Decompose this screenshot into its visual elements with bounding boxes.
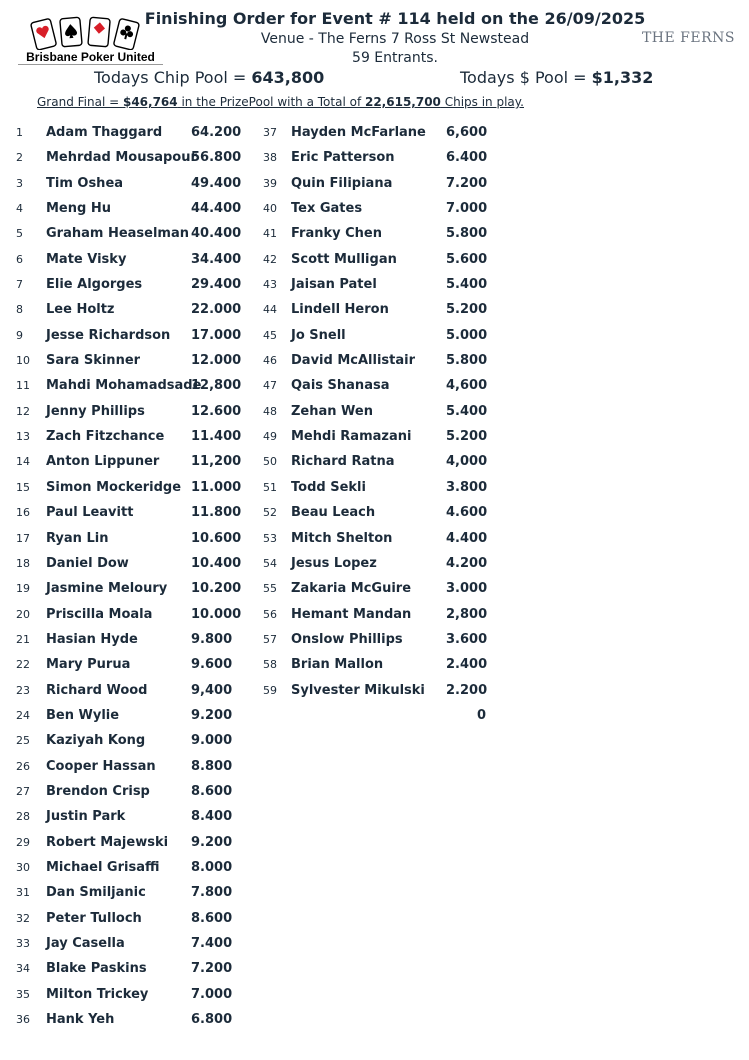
player-name: Ryan Lin [46, 530, 109, 546]
chip-count: 2,800 [446, 606, 488, 622]
chip-count: 12.600 [191, 403, 242, 419]
player-name: Elie Algorges [46, 277, 143, 293]
player-name: Lindell Heron [291, 302, 389, 318]
player-name: Mehdi Ramazani [291, 429, 412, 445]
player-name: Richard Wood [46, 682, 148, 698]
chip-count: 5.200 [446, 429, 488, 445]
trailing-chip-value: 0 [477, 708, 487, 723]
chip-count: 3.600 [446, 631, 488, 647]
player-name: Tim Oshea [46, 175, 124, 191]
finish-position: 27 [16, 784, 30, 798]
chip-count: 12,800 [191, 378, 242, 394]
chip-count: 49.400 [191, 175, 242, 191]
chip-count: 4.200 [446, 555, 488, 571]
player-name: Eric Patterson [291, 150, 395, 166]
page-title: Finishing Order for Event # 114 held on the 26/09/2025 [144, 9, 646, 28]
finish-position: 4 [16, 202, 23, 216]
chip-count: 4.600 [446, 505, 488, 521]
player-name: Jenny Phillips [46, 403, 145, 419]
grand-final-chips: 22,615,700 [364, 95, 441, 109]
finish-position: 20 [16, 607, 30, 621]
finish-position: 22 [16, 658, 30, 672]
player-name: Jasmine Meloury [46, 581, 168, 597]
finish-position: 13 [16, 430, 30, 444]
finish-position: 9 [16, 328, 23, 342]
player-name: Simon Mockeridge [46, 479, 182, 495]
player-name: Graham Heaselman [46, 226, 190, 242]
finish-position: 17 [16, 531, 30, 545]
finish-position: 46 [263, 354, 277, 368]
player-name: Quin Filipiana [291, 175, 393, 191]
finish-position: 29 [16, 835, 30, 849]
entrants-count: 59 Entrants. [352, 50, 438, 66]
chip-count: 11,200 [191, 454, 242, 470]
finish-position: 18 [16, 556, 30, 570]
finish-position: 26 [16, 759, 30, 773]
finish-position: 43 [263, 278, 277, 292]
finish-position: 59 [263, 683, 277, 697]
chip-count: 7.200 [446, 175, 488, 191]
player-name: Mitch Shelton [291, 530, 393, 546]
finish-position: 7 [16, 278, 23, 292]
finish-position: 24 [16, 708, 30, 722]
player-name: Zehan Wen [291, 403, 373, 419]
player-name: Dan Smiljanic [46, 885, 146, 901]
chip-count: 2.200 [446, 682, 488, 698]
player-name: Blake Paskins [46, 961, 147, 977]
chip-count: 2.400 [446, 657, 488, 673]
player-name: Mary Purua [46, 657, 131, 673]
chip-count: 44.400 [191, 201, 242, 217]
chip-count: 5.400 [446, 277, 488, 293]
player-name: Hayden McFarlane [291, 125, 426, 140]
player-name: Justin Park [46, 809, 126, 825]
chip-count: 7.400 [191, 936, 233, 951]
player-name: Brendon Crisp [46, 783, 150, 799]
finish-position: 3 [16, 176, 23, 190]
chip-count: 9.000 [191, 733, 233, 749]
chip-count: 10.000 [191, 606, 242, 622]
player-name: Meng Hu [46, 201, 111, 217]
chip-count: 3.000 [446, 581, 488, 597]
player-name: Richard Ratna [291, 454, 395, 470]
player-name: Scott Mulligan [291, 251, 397, 267]
finish-position: 48 [263, 404, 277, 418]
player-name: Jesus Lopez [291, 555, 377, 571]
finish-position: 19 [16, 582, 30, 596]
player-name: Michael Grisaffi [46, 859, 160, 875]
player-name: Brian Mallon [291, 657, 384, 673]
finish-position: 57 [263, 632, 277, 646]
chip-count: 6,600 [446, 125, 488, 140]
logo-text: Brisbane Poker United [26, 50, 155, 64]
chip-count: 5.800 [446, 226, 488, 242]
player-name: Anton Lippuner [46, 454, 160, 470]
cash-pool [460, 68, 653, 87]
finish-position: 39 [263, 176, 277, 190]
chip-count: 34.400 [191, 251, 242, 267]
chip-count: 5.000 [446, 327, 488, 343]
chip-count: 11.000 [191, 479, 242, 495]
finish-position: 37 [263, 126, 277, 139]
finish-position: 56 [263, 607, 277, 621]
chip-count: 9.600 [191, 657, 233, 673]
chip-count: 17.000 [191, 327, 242, 343]
chip-count: 11.800 [191, 505, 242, 521]
chip-count: 9.200 [191, 707, 233, 723]
player-name: Hasian Hyde [46, 631, 138, 647]
finish-position: 11 [16, 379, 30, 393]
finish-position: 16 [16, 506, 30, 520]
player-name: Lee Holtz [46, 302, 115, 318]
finish-position: 52 [263, 506, 277, 520]
chip-count: 8.600 [191, 910, 233, 926]
finish-position: 58 [263, 658, 277, 672]
chip-count: 8.600 [191, 783, 233, 799]
player-name: Mehrdad Mousapour [46, 150, 197, 166]
chip-count: 22.000 [191, 302, 242, 318]
finish-position: 49 [263, 430, 277, 444]
finish-position: 23 [16, 683, 30, 697]
chip-count: 10.400 [191, 555, 242, 571]
finish-position: 10 [16, 354, 30, 368]
player-name: Jay Casella [46, 936, 125, 951]
player-name: Onslow Phillips [291, 631, 403, 647]
chip-pool [94, 68, 324, 87]
finish-position: 5 [16, 227, 23, 241]
player-name: David McAllistair [291, 353, 415, 369]
finish-position: 53 [263, 531, 277, 545]
player-name: Ben Wylie [46, 707, 120, 723]
finish-position: 40 [263, 202, 277, 216]
chip-count: 6.400 [446, 150, 488, 166]
finish-position: 36 [16, 1013, 30, 1027]
finish-position: 1 [16, 126, 23, 139]
chip-count: 3.800 [446, 479, 488, 495]
chip-count: 5.600 [446, 251, 488, 267]
chip-count: 40.400 [191, 226, 242, 242]
chip-count: 5.200 [446, 302, 488, 318]
grand-final-line [37, 95, 524, 109]
chip-count: 6.800 [191, 1012, 233, 1028]
finish-position: 41 [263, 227, 277, 241]
player-name: Paul Leavitt [46, 505, 134, 521]
chip-count: 8.800 [191, 758, 233, 774]
finish-position: 8 [16, 303, 23, 317]
chip-count: 9.200 [191, 834, 233, 850]
grand-final-suffix: Chips in play. [440, 95, 524, 109]
finish-position: 42 [263, 252, 277, 266]
finish-position: 51 [263, 480, 277, 494]
player-name: Kaziyah Kong [46, 733, 146, 749]
fern-logo-text: THE FERNS [641, 30, 735, 46]
player-name: Mate Visky [46, 251, 127, 267]
player-name: Hank Yeh [46, 1012, 115, 1028]
finish-position: 30 [16, 860, 30, 874]
finish-position: 12 [16, 404, 30, 418]
player-name: Priscilla Moala [46, 606, 153, 622]
finish-position: 45 [263, 328, 277, 342]
chip-count: 12.000 [191, 353, 242, 369]
finish-position: 2 [16, 151, 23, 165]
finish-position: 21 [16, 632, 30, 646]
chip-count: 7.000 [446, 201, 488, 217]
chip-count: 7.200 [191, 961, 233, 977]
chip-count: 4.400 [446, 530, 488, 546]
player-name: Zakaria McGuire [291, 581, 412, 597]
chip-count: 8.400 [191, 809, 233, 825]
player-name: Jaisan Patel [291, 277, 377, 293]
player-name: Sara Skinner [46, 353, 141, 369]
chip-count: 64.200 [191, 125, 242, 140]
grand-final-amount: $46,764 [122, 95, 178, 109]
finish-position: 47 [263, 379, 277, 393]
player-name: Zach Fitzchance [46, 429, 165, 445]
chip-count: 10.600 [191, 530, 242, 546]
chip-count: 56.800 [191, 150, 242, 166]
player-name: Daniel Dow [46, 555, 129, 571]
player-name: Robert Majewski [46, 834, 169, 850]
chip-count: 5.400 [446, 403, 488, 419]
player-name: Todd Sekli [291, 479, 366, 495]
grand-final-middle: in the PrizePool with a Total of [177, 95, 365, 109]
finish-position: 55 [263, 582, 277, 596]
player-name: Sylvester Mikulski [291, 682, 425, 698]
chip-count: 5.800 [446, 353, 488, 369]
player-name: Qais Shanasa [291, 378, 390, 394]
player-name: Tex Gates [291, 201, 363, 217]
chip-count: 29.400 [191, 277, 242, 293]
finish-position: 34 [16, 962, 30, 976]
finish-position: 28 [16, 810, 30, 824]
chip-count: 9,400 [191, 682, 233, 698]
finish-position: 38 [263, 151, 277, 165]
player-name: Beau Leach [291, 505, 376, 521]
player-name: Peter Tulloch [46, 910, 142, 926]
player-name: Franky Chen [291, 226, 382, 242]
chip-pool-value: 643,800 [251, 68, 325, 87]
finish-position: 14 [16, 455, 30, 469]
chip-count: 4,600 [446, 378, 488, 394]
chip-count: 7.000 [191, 986, 233, 1002]
chip-count: 7.800 [191, 885, 233, 901]
finish-position: 50 [263, 455, 277, 469]
player-name: Adam Thaggard [46, 125, 163, 140]
finish-position: 33 [16, 937, 30, 950]
player-name: Jesse Richardson [46, 327, 171, 343]
chip-count: 4,000 [446, 454, 488, 470]
finish-position: 35 [16, 987, 30, 1001]
player-name: Mahdi Mohamadsade [46, 378, 202, 394]
chip-count: 10.200 [191, 581, 242, 597]
chip-count: 8.000 [191, 859, 233, 875]
chip-count: 9.800 [191, 631, 233, 647]
finish-position: 44 [263, 303, 277, 317]
finish-position: 15 [16, 480, 30, 494]
finish-position: 6 [16, 252, 23, 266]
finish-position: 25 [16, 734, 30, 748]
player-name: Milton Trickey [46, 986, 149, 1002]
player-name: Hemant Mandan [291, 606, 412, 622]
player-name: Jo Snell [291, 327, 346, 343]
finish-position: 32 [16, 911, 30, 925]
chip-count: 11.400 [191, 429, 242, 445]
chip-pool-label: Todays Chip Pool = [94, 68, 252, 87]
cash-pool-value: $1,332 [591, 68, 654, 87]
finish-position: 31 [16, 886, 30, 900]
finish-position: 54 [263, 556, 277, 570]
venue-line: Venue - The Ferns 7 Ross St Newstead [260, 31, 530, 47]
grand-final-prefix: Grand Final = [37, 95, 123, 109]
cash-pool-label: Todays $ Pool = [460, 68, 592, 87]
player-name: Cooper Hassan [46, 758, 156, 774]
